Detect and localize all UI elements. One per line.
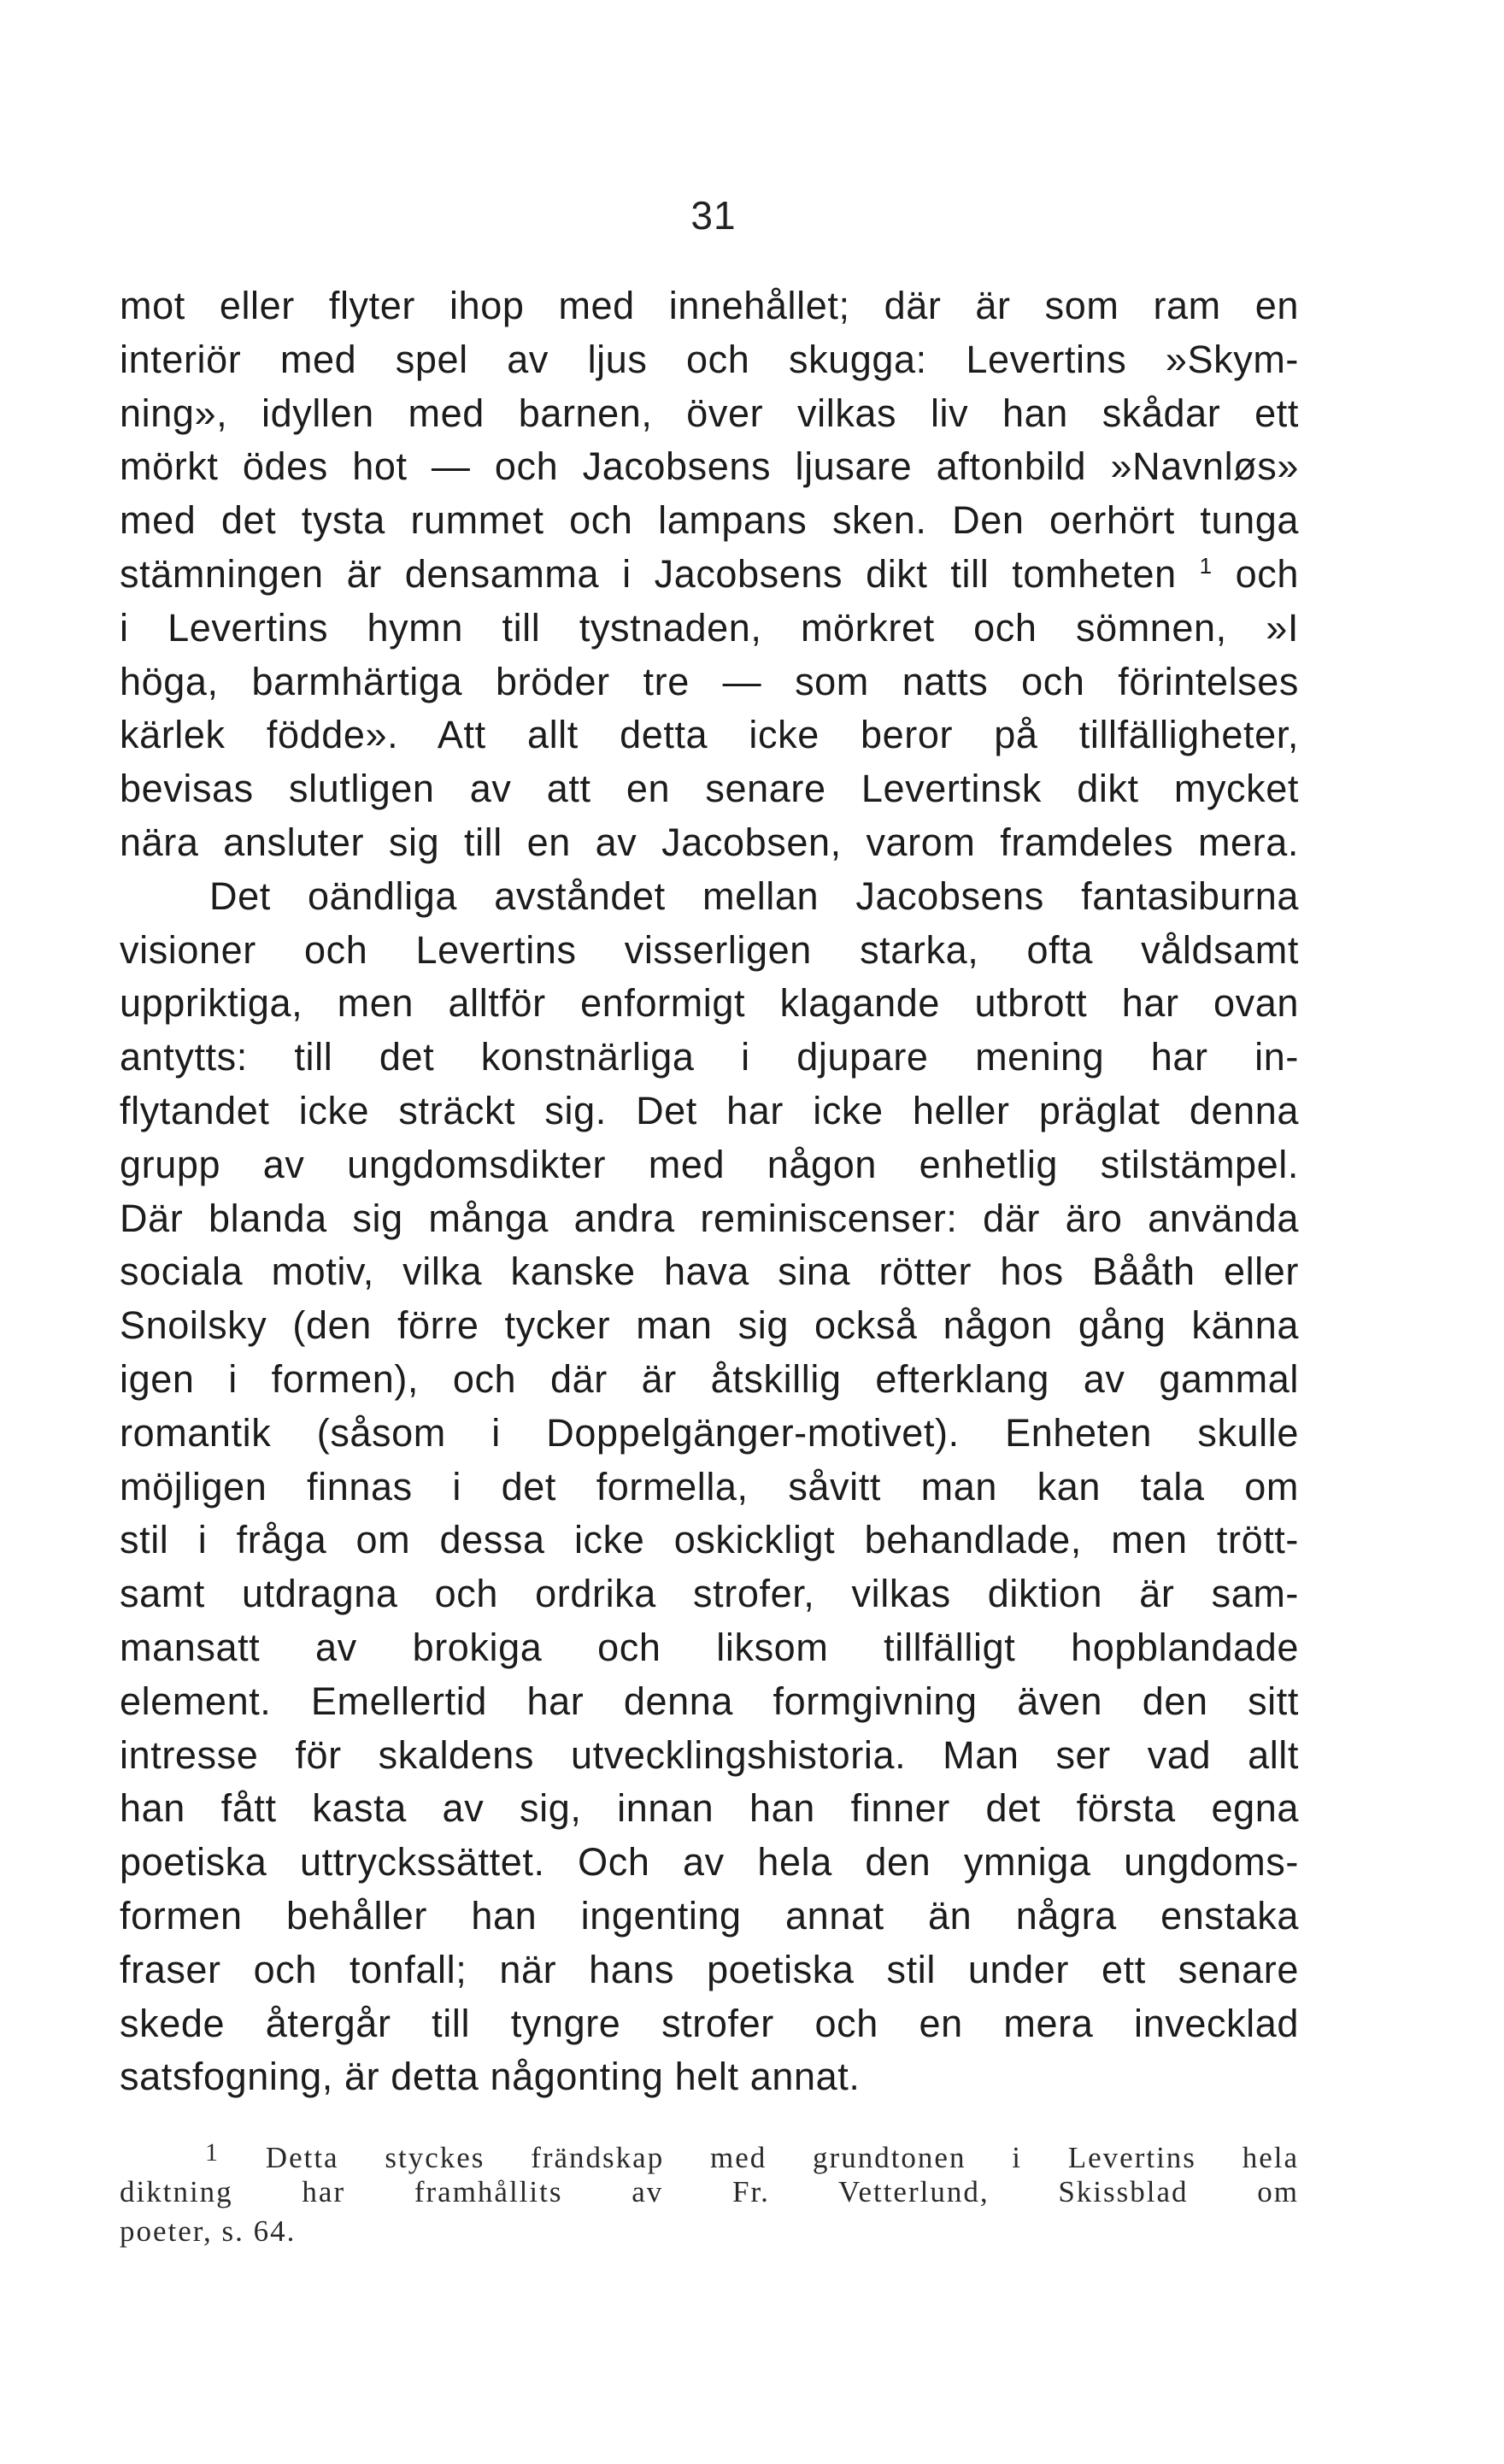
footnote-marker: 1	[205, 2138, 220, 2167]
text-line: nära ansluter sig till en av Jacobsen, varom framdeles mera.	[120, 820, 1299, 864]
text-line: uppriktiga, men alltför enformigt klagande utbrott har ovan	[120, 981, 1299, 1026]
text-line: grupp av ungdomsdikter med någon enhetlig stilstämpel.	[120, 1142, 1299, 1186]
page-number: 31	[690, 193, 737, 238]
text-line: Snoilsky (den förre tycker man sig också någon gång känna	[120, 1303, 1299, 1348]
text-line: intresse för skaldens utvecklingshistoria. Man ser vad allt	[120, 1732, 1299, 1777]
text-line-paragraph-end: satsfogning, är detta någonting helt annat.	[120, 2055, 861, 2099]
text-line: med det tysta rummet och lampans sken. Den oerhört tunga	[120, 498, 1299, 543]
text-line: visioner och Levertins visserligen starka, ofta våldsamt	[120, 927, 1299, 972]
text-line: flytandet icke sträckt sig. Det har icke heller präglat denna	[120, 1088, 1299, 1132]
footnote-line	[120, 2133, 1299, 2173]
text-line: igen i formen), och där är åtskillig efterklang av gammal	[120, 1356, 1299, 1401]
text-line: romantik (såsom i Doppelgänger-motivet). Enheten skulle	[120, 1410, 1299, 1455]
text-line: han fått kasta av sig, innan han finner det första egna	[120, 1786, 1299, 1831]
text-line: skede återgår till tyngre strofer och en mera invecklad	[120, 2001, 1299, 2045]
text-line: stil i fråga om dessa icke oskickligt behandlade, men trött-	[120, 1518, 1299, 1562]
footnote	[120, 2133, 1299, 2251]
text-line: kärlek födde». Att allt detta icke beror på tillfälligheter,	[120, 713, 1299, 757]
text-line: mörkt ödes hot — och Jacobsens ljusare aftonbild »Navnløs»	[120, 444, 1299, 489]
text-segment: och	[1235, 551, 1299, 596]
text-line: samt utdragna och ordrika strofer, vilkas diktion är sam-	[120, 1572, 1299, 1616]
body-text	[120, 279, 1299, 2104]
text-line: bevisas slutligen av att en senare Levertinsk dikt mycket	[120, 767, 1299, 811]
text-line-paragraph-start: Det oändliga avståndet mellan Jacobsens fantasiburna	[209, 873, 1299, 918]
text-line: höga, barmhärtiga bröder tre — som natts och förintelses	[120, 659, 1299, 703]
text-line: i Levertins hymn till tystnaden, mörkret och sömnen, »I	[120, 605, 1299, 650]
text-line: poetiska uttryckssättet. Och av hela den ymniga ungdoms-	[120, 1840, 1299, 1885]
text-line: möjligen finnas i det formella, såvitt man kan tala om	[120, 1464, 1299, 1508]
text-line: ning», idyllen med barnen, över vilkas liv han skådar ett	[120, 391, 1299, 435]
text-line: interiör med spel av ljus och skugga: Levertins »Skym-	[120, 337, 1299, 381]
text-line: fraser och tonfall; när hans poetiska stil under ett senare	[120, 1947, 1299, 1991]
text-line: mansatt av brokiga och liksom tillfälligt hopblandade	[120, 1625, 1299, 1669]
text-line: formen behåller han ingenting annat än några enstaka	[120, 1893, 1299, 1938]
text-line: Där blanda sig många andra reminiscenser: där äro använda	[120, 1196, 1299, 1240]
footnote-reference: 1	[1199, 552, 1213, 579]
footnote-line: diktning har framhållits av Fr. Vetterlund, Skissblad om	[120, 2175, 1299, 2208]
footnote-text: Detta styckes frändskap med grundtonen i Levertins hela	[265, 2141, 1299, 2174]
text-line: element. Emellertid har denna formgivning även den sitt	[120, 1679, 1299, 1723]
text-segment: stämningen är densamma i Jacobsens dikt till tomheten	[120, 551, 1177, 596]
text-line-with-footnote-ref	[120, 548, 1299, 602]
text-line: antytts: till det konstnärliga i djupare mening har in-	[120, 1035, 1299, 1079]
text-line: sociala motiv, vilka kanske hava sina rötter hos Bååth eller	[120, 1250, 1299, 1294]
text-line: mot eller flyter ihop med innehållet; där är som ram en	[120, 284, 1299, 327]
footnote-line: poeter, s. 64.	[120, 2214, 297, 2248]
